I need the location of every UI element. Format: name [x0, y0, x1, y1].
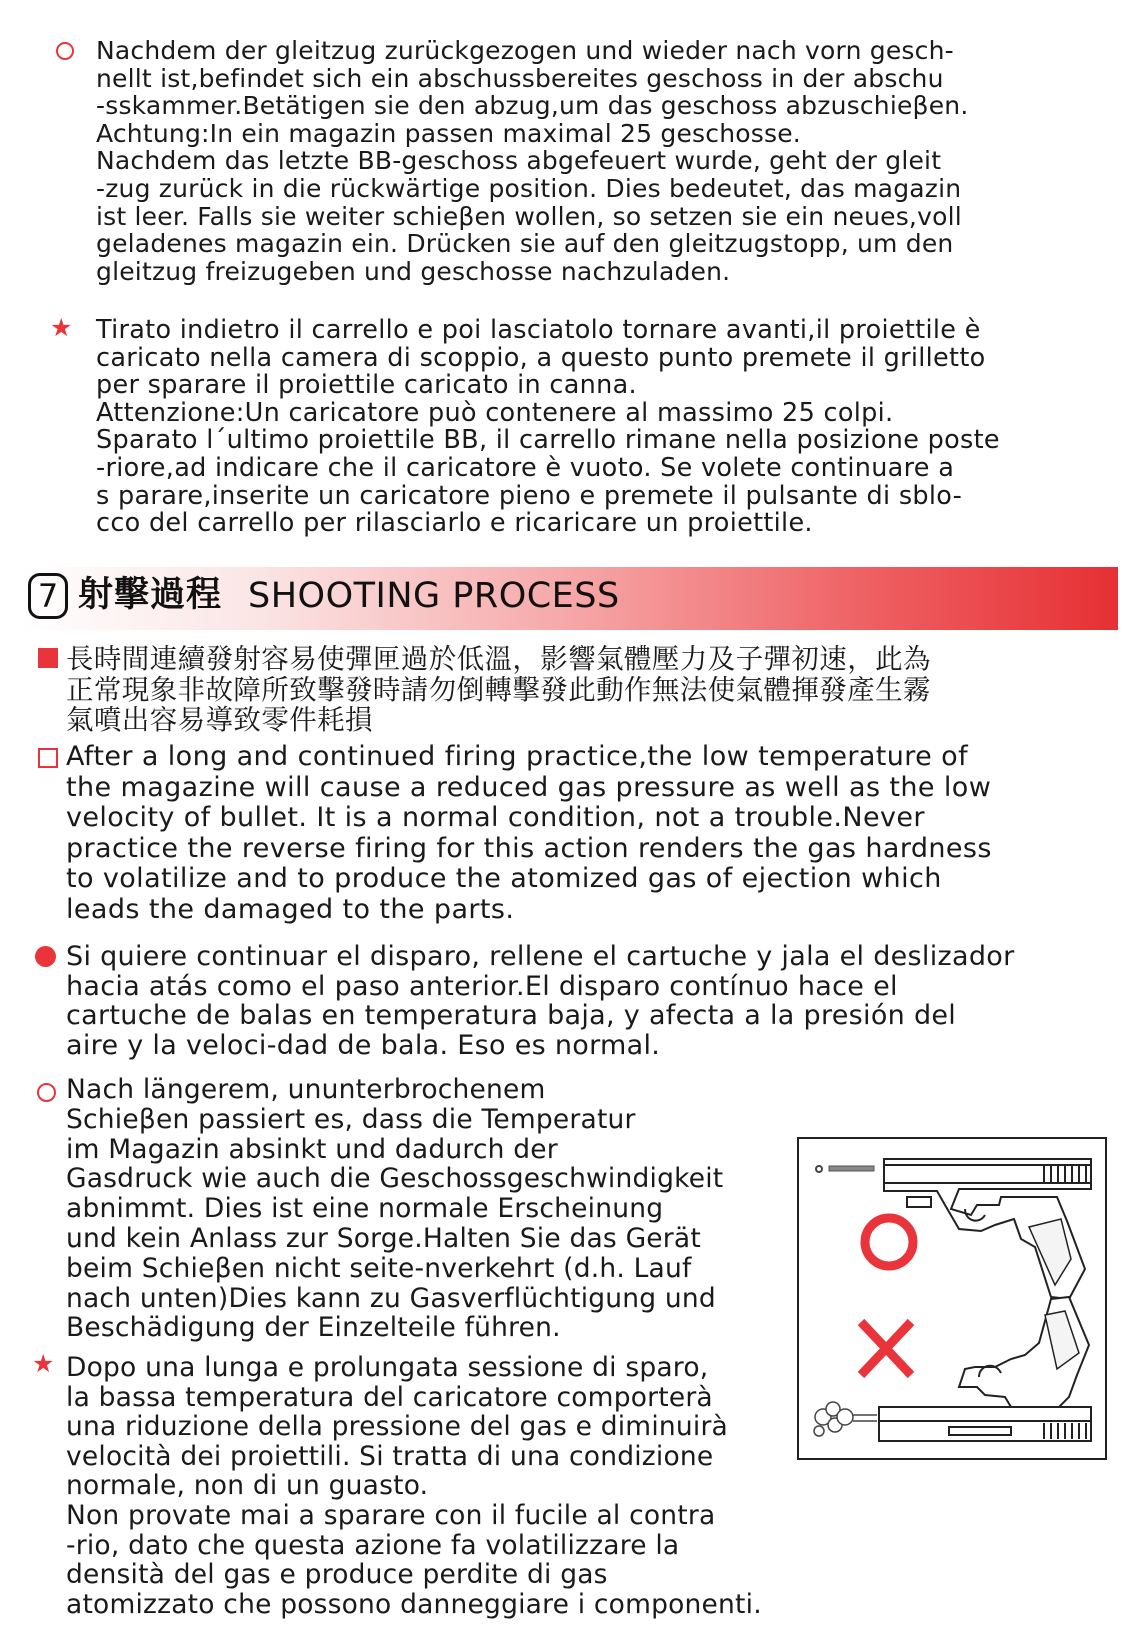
text-line: caricato nella camera di scoppio, a questo punto premete il grilletto [96, 342, 986, 373]
text-line: -sskammer.Betätigen sie den abzug,um das geschoss abzuschieβen. [96, 91, 969, 121]
square-filled-bullet-icon [38, 648, 58, 668]
circle-bullet-icon [56, 42, 74, 60]
text-line: -rio, dato che questa azione fa volatilizzare la [66, 1529, 680, 1561]
text-line: aire y la veloci-dad de bala. Eso es normal. [66, 1029, 661, 1061]
text-line: Gasdruck wie auch die Geschossgeschwindigkeit [66, 1163, 724, 1195]
section-title-zh: 射擊過程 [78, 575, 223, 615]
spanish-paragraph [66, 942, 1015, 1060]
text-line: 氣噴出容易導致零件耗損 [66, 704, 373, 736]
star-bullet-icon: ★ [32, 1349, 55, 1378]
text-line: cartuche de balas en temperatura baja, y afecta a la presión del [66, 1000, 957, 1031]
english-paragraph [66, 742, 992, 926]
text-line: gleitzug freizugeben und geschosse nachzuladen. [96, 256, 731, 286]
text-line: Achtung:In ein magazin passen maximal 25 geschosse. [96, 118, 801, 148]
text-line: After a long and continued firing practice,the low temperature of [66, 741, 968, 772]
text-line: Nach längerem, ununterbrochenem [66, 1074, 546, 1105]
text-line: the magazine will cause a reduced gas pressure as well as the low [66, 771, 992, 803]
text-line: Non provate mai a sparare con il fucile al contra [66, 1499, 716, 1531]
text-line: ist leer. Falls sie weiter schieβen wollen, so setzen sie ein neues,voll [96, 201, 962, 231]
text-line: Beschädigung der Einzelteile führen. [66, 1312, 561, 1344]
text-line: 長時間連續發射容易使彈匣過於低溫，影響氣體壓力及子彈初速，此為 [66, 643, 931, 675]
red-cross-icon [861, 1322, 911, 1375]
text-line: hacia atás como el paso anterior.El disparo contínuo hace el [66, 970, 898, 1002]
text-line: -riore,ad indicare che il caricatore è vuoto. Se volete continuare a [96, 452, 955, 483]
text-line: Nachdem der gleitzug zurückgezogen und wieder nach vorn gesch- [96, 36, 954, 65]
text-line: nellt ist,befindet sich ein abschussbereites geschoss in der abschu [96, 63, 944, 93]
firing-orientation-illustration [797, 1137, 1107, 1460]
square-hollow-bullet-icon [38, 748, 58, 768]
text-line: nach unten)Dies kann zu Gasverflüchtigung und [66, 1282, 716, 1314]
text-line: velocity of bullet. It is a normal condition, not a trouble.Never [66, 802, 925, 834]
text-line: to volatilize and to produce the atomized gas of ejection which [66, 863, 942, 895]
text-line: Schieβen passiert es, dass die Temperatur [66, 1103, 636, 1135]
chinese-paragraph [66, 644, 931, 736]
text-line: -zug zurück in die rückwärtige position. Dies bedeutet, das magazin [96, 173, 962, 203]
text-line: Si quiere continuar el disparo, rellene el cartuche y jala el deslizador [66, 941, 1015, 972]
italian-paragraph-1 [96, 317, 1000, 538]
text-line: Nachdem das letzte BB-geschoss abgefeuert wurde, geht der gleit [96, 146, 942, 176]
text-line: normale, non di un guasto. [66, 1470, 429, 1502]
text-line: Sparato l´ultimo proiettile BB, il carrello rimane nella posizione poste [96, 425, 1000, 456]
text-line: velocità dei proiettili. Si tratta di una condizione [66, 1440, 714, 1472]
text-line: Attenzione:Un caricatore può contenere al massimo 25 colpi. [96, 397, 894, 428]
german-paragraph-1 [96, 37, 969, 285]
text-line: densità del gas e produce perdite di gas [66, 1559, 608, 1591]
text-line: und kein Anlass zur Sorge.Halten Sie das Gerät [66, 1222, 701, 1254]
text-line: cco del carrello per rilasciarlo e ricaricare un proiettile. [96, 508, 813, 539]
star-bullet-icon: ★ [50, 313, 73, 342]
text-line: 正常現象非故障所致擊發時請勿倒轉擊發此動作無法使氣體揮發產生霧 [66, 673, 931, 706]
text-line: per sparare il proiettile caricato in canna. [96, 370, 637, 401]
text-line: Tirato indietro il carrello e poi lasciatolo tornare avanti,il proiettile è [96, 315, 981, 345]
german-paragraph-2 [66, 1075, 723, 1343]
section-title-en: SHOOTING PROCESS [248, 576, 620, 616]
italian-paragraph-2 [66, 1353, 762, 1619]
pistol-upright-icon [816, 1159, 1091, 1299]
pistol-diagram [799, 1139, 1105, 1458]
text-line: Dopo una lunga e prolungata sessione di sparo, [66, 1352, 709, 1383]
red-circle-icon [865, 1218, 913, 1266]
text-line: practice the reverse firing for this action renders the gas hardness [66, 832, 992, 864]
text-line: im Magazin absinkt und dadurch der [66, 1133, 558, 1165]
dot-bullet-icon [35, 946, 56, 967]
text-line: leads the damaged to the parts. [66, 893, 515, 925]
text-line: la bassa temperatura del caricatore comporterà [66, 1381, 713, 1413]
gas-cloud-icon [814, 1402, 877, 1436]
circle-bullet-icon [37, 1083, 56, 1102]
text-line: geladenes magazin ein. Drücken sie auf den gleitzugstopp, um den [96, 229, 954, 259]
text-line: una riduzione della pressione del gas e diminuirà [66, 1411, 728, 1443]
text-line: atomizzato che possono danneggiare i componenti. [66, 1588, 762, 1620]
text-line: beim Schieβen nicht seite-nverkehrt (d.h. Lauf [66, 1252, 692, 1284]
section-number: 7 [28, 573, 68, 619]
text-line: s parare,inserite un caricatore pieno e premete il pulsante di sblo- [96, 480, 963, 511]
text-line: abnimmt. Dies ist eine normale Erscheinung [66, 1193, 664, 1225]
